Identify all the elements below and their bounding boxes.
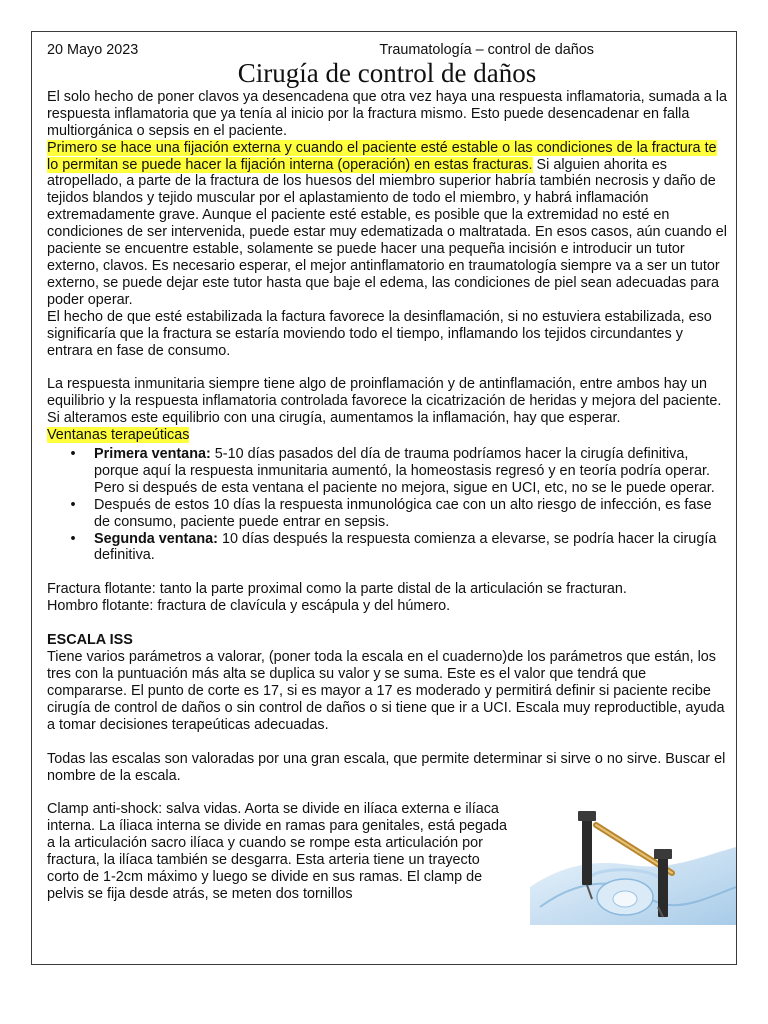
immune-paragraph: La respuesta inmunitaria siempre tiene algo de proinflamación y de antinflamación, entre ambos hay un equilibrio y la respuesta inflamatoria controlada favorece la cicatrización de heridas y mejora del paciente. Si alteramos este equilibrio con una cirugía, aumentamos la inflamación, hay que esperar. <box>47 376 722 427</box>
page-content <box>47 42 727 903</box>
stabilized-paragraph: El hecho de que esté estabilizada la factura favorece la desinflamación, si no estuviera estabilizada, eso significaría que la fractura se estaría moviendo todo el tiempo, inflamando los tejidos circundantes y entrara en fase de consumo. <box>47 308 712 359</box>
windows-heading-text: Ventanas terapeúticas <box>47 427 190 444</box>
floating-shoulder-line: Hombro flotante: fractura de clavícula y escápula y del húmero. <box>47 598 451 615</box>
clamp-paragraph: Clamp anti-shock: salva vidas. Aorta se divide en ilíaca externa e ilíaca interna. La íliaca interna se divide en ramas para genitales, está pegada a la articulación sacro ilíaca y cuando se rompe esta articulación por fractura, la ilíaca también se desgarra. Esta arteria tiene un trayecto corto de 1-2cm máximo y luego se divide en sus ramas. El clamp de pelvis se fija desde atrás, se meten dos tornillos <box>47 801 507 902</box>
page-header <box>47 42 727 59</box>
scales-paragraph: Todas las escalas son valoradas por una gran escala, que permite determinar si sirve o no sirve. Buscar el nombre de la escala. <box>47 750 726 784</box>
pelvic-clamp-illustration <box>530 807 736 925</box>
windows-heading <box>47 427 727 444</box>
fixation-continuation: Si alguien ahorita es atropellado, a parte de la fractura de los huesos del miembro superior habría también necrosis y daño de tejidos blandos y tejido muscular por el aplastamiento de todo el miembro, y habrá inflamación extremadamente grave. Aunque el paciente esté estable, es posible que la extremidad no esté en condiciones de ser intervenida, puede estar muy edematizada o maltratada. En esos casos, aún cuando el paciente se encuentre estable, solamente se puede hacer una pequeña incisión e introducir un tutor externo, clavos. Es necesario esperar, el mejor antinflamatorio en traumatología siempre va a ser un tutor externo, se puede dejar este tutor hasta que baje el edema, las condiciones de piel sean adecuadas para poder operar. <box>47 156 727 308</box>
list-item-bold: Segunda ventana: <box>94 530 218 547</box>
list-item-text: 5-10 días pasados del día de trauma podríamos hacer la cirugía definitiva, porque aquí la respuesta inmunitaria aumentó, la homeostasis regresó y en teoría podría operar. Pero si después de esta ventana el paciente no mejora, sigue en UCI, etc, no se le puede operar. <box>94 446 715 496</box>
page-title: Cirugía de control de daños <box>237 57 537 88</box>
spacer <box>47 564 727 581</box>
list-item <box>70 496 727 531</box>
bullet-icon: • <box>70 530 76 547</box>
bullet-icon: • <box>70 446 76 463</box>
intro-paragraph: El solo hecho de poner clavos ya desencadena que otra vez haya una respuesta inflamatoria, sumada a la respuesta inflamatoria que ya tenía al inicio por la fractura mismo. Esto puede desencadenar en falla multiorgánica o sepsis en el paciente. <box>47 88 727 139</box>
iss-paragraph: Tiene varios parámetros a valorar, (poner toda la escala en el cuaderno)de los parámetros que están, los tres con la puntuación más alta se duplica su valor y se suma. Este es el valor que tendrá que compararse. El punto de corte es 17, si es mayor a 17 es moderado y permitirá definir si paciente recibe cirugía de control de daños o sin control de daños o si tiene que ir a UCI. Escala muy reproductible, ayuda a tomar decisiones terapeúticas adecuadas. <box>47 649 725 733</box>
list-item-bold: Primera ventana: <box>94 446 211 463</box>
spacer <box>47 734 727 751</box>
spacer <box>47 359 727 376</box>
header-course: Traumatología – control de daños <box>379 42 594 58</box>
list-item-text: Después de estos 10 días la respuesta inmunológica cae con un alto riesgo de infección, es fase de consumo, paciente puede entrar en sepsis. <box>94 496 712 530</box>
windows-list <box>47 446 727 564</box>
spacer <box>47 784 727 801</box>
spacer <box>47 615 727 632</box>
floating-fracture-line: Fractura flotante: tanto la parte proximal como la parte distal de la articulación se fracturan. <box>47 581 627 598</box>
document-page <box>31 31 737 965</box>
list-item <box>70 446 727 497</box>
header-date: 20 Mayo 2023 <box>47 42 139 58</box>
bullet-icon: • <box>70 496 76 513</box>
list-item <box>70 530 727 565</box>
fixation-paragraph <box>47 140 727 309</box>
list-item-text: 10 días después la respuesta comienza a elevarse, se podría hacer la cirugía definitiva. <box>94 530 717 564</box>
highlighted-sentence: Primero se hace una fijación externa y cuando el paciente esté estable o las condiciones de la fractura te lo permitan se puede hacer la fijación interna (operación) en estas fracturas. <box>47 139 717 173</box>
iss-heading: ESCALA ISS <box>47 632 133 649</box>
clamp-section <box>47 801 727 902</box>
